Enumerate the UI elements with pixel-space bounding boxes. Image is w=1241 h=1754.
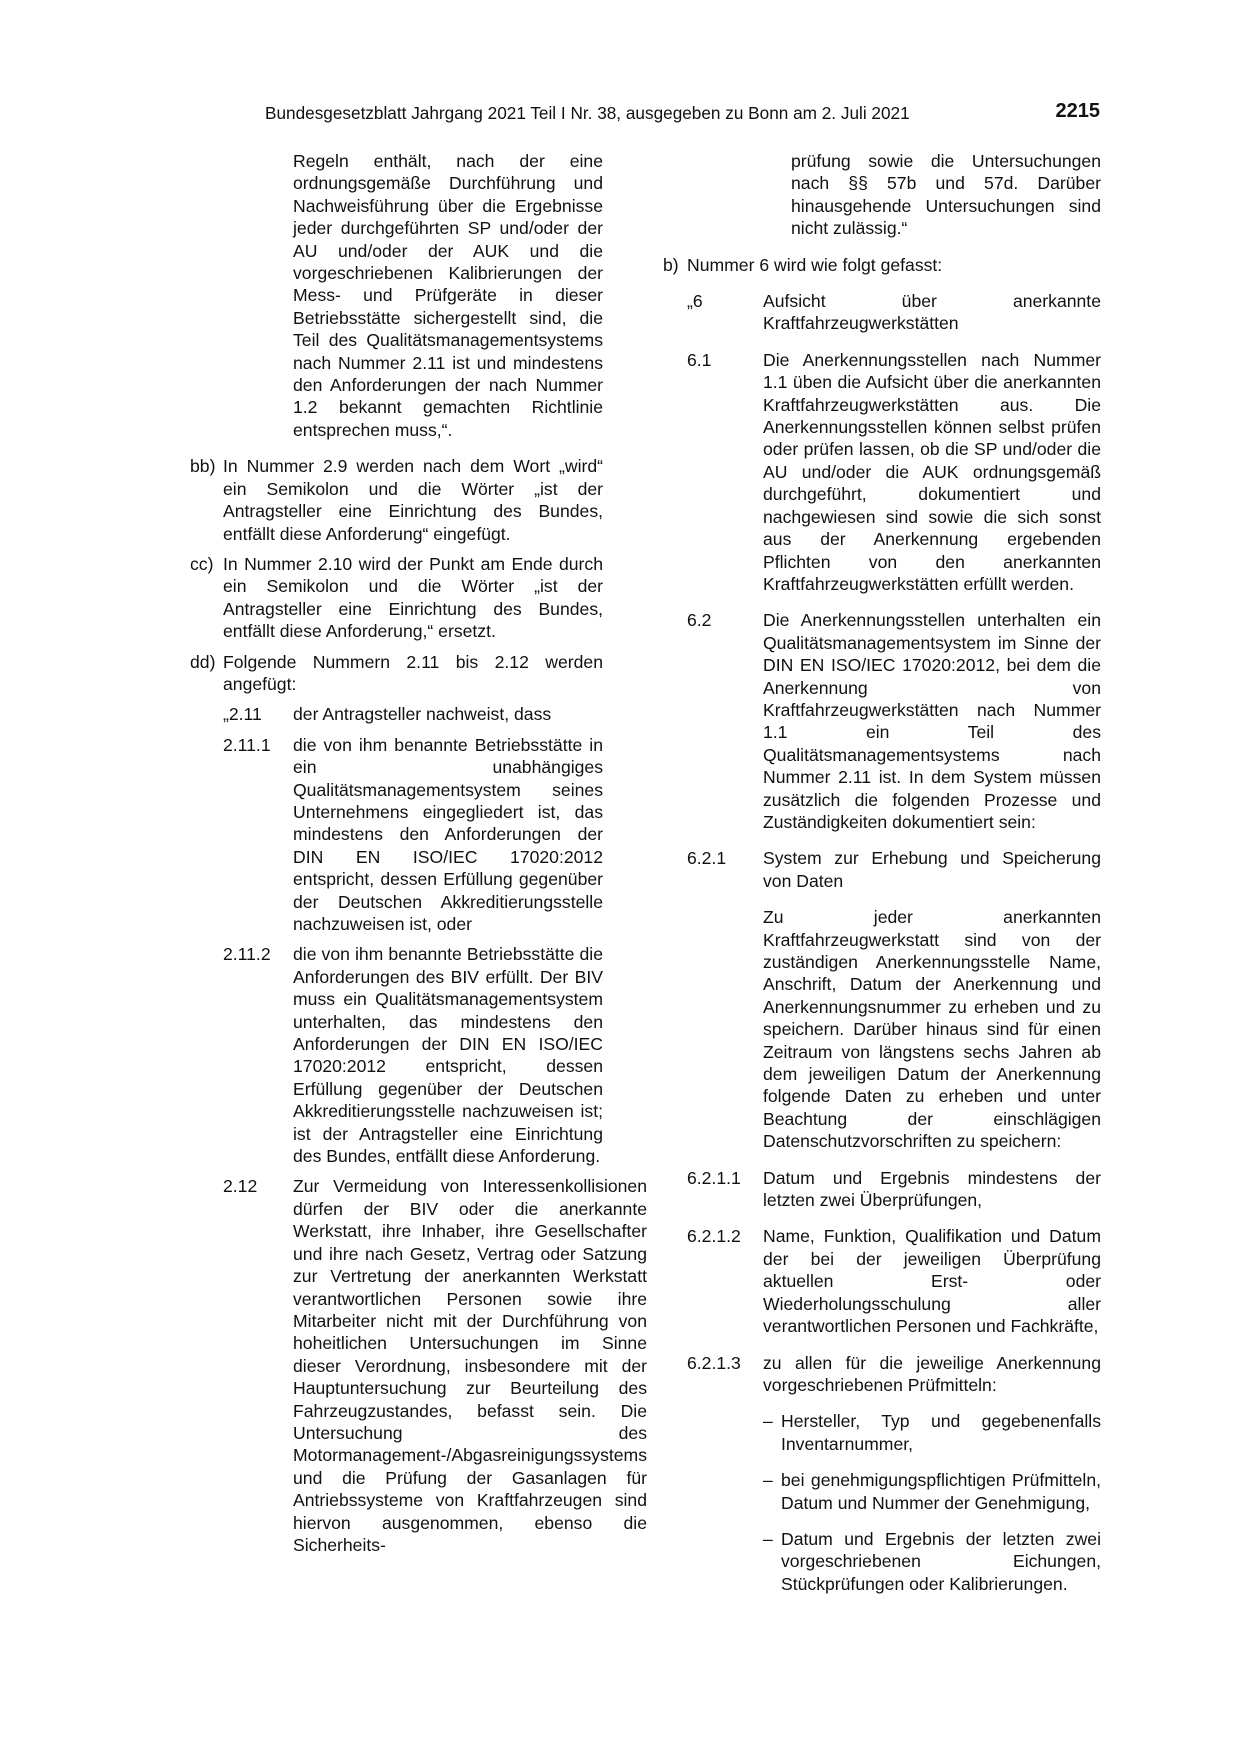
item-text: Folgende Nummern 2.11 bis 2.12 werden angefügt: — [223, 651, 603, 694]
number-label: 2.11.2 — [223, 944, 271, 965]
number-text: Zur Vermeidung von Interessenkollisionen dürfen der BIV oder die anerkannte Werkstatt, ihre Inhaber, ihre Gesellschafter und ihre nach Gesetz, Vertrag oder Satzung zur Vertretung der anerkannten Werkstatt verantwortlichen Personen sowie ihre Mitarbeiter nicht mit der Durchführung von hoheitlichen Untersuchungen im Sinne dieser Verordnung, insbesondere mit der Hauptuntersuchung zur Beurteilung des Fahrzeugzustandes, befasst sein. Die Untersuchung des Motormanagement-/Abgasreinigungssystems und die Prüfung der Gasanlagen für Antriebssysteme von Kraftfahrzeugen sind hiervon ausgenommen, ebenso die Sicherheits- — [293, 1176, 647, 1555]
page-header — [0, 100, 1241, 126]
number-label: 6.2.1.3 — [687, 1352, 741, 1373]
number-2-12 — [223, 1175, 647, 1556]
dash-item — [763, 1469, 1101, 1514]
number-label: 6.2 — [687, 610, 712, 631]
number-text: zu allen für die jeweilige Anerkennung vorgeschriebenen Prüfmitteln: — [763, 1352, 1101, 1395]
number-label: „6 — [687, 291, 703, 312]
dash-marker: – — [763, 1470, 773, 1491]
dash-marker: – — [763, 1411, 773, 1432]
item-dd — [190, 651, 603, 696]
number-text: Datum und Ergebnis mindestens der letzten zwei Überprüfungen, — [763, 1167, 1101, 1211]
number-6 — [687, 290, 1101, 335]
number-text: System zur Erhebung und Speicherung von Daten — [763, 848, 1101, 891]
item-label: dd) — [190, 651, 216, 672]
dash-text: bei genehmigungspflichtigen Prüfmitteln, Datum und Nummer der Genehmigung, — [781, 1470, 1101, 1513]
number-2-11-1 — [223, 734, 603, 936]
item-label: bb) — [190, 456, 216, 477]
number-6-2-1 — [687, 847, 1101, 892]
number-label: 6.2.1.1 — [687, 1167, 741, 1188]
item-label: cc) — [190, 553, 214, 574]
running-header: Bundesgesetzblatt Jahrgang 2021 Teil I Nr. 38, ausgegeben zu Bonn am 2. Juli 2021 — [265, 103, 910, 123]
number-text: Die Anerkennungsstellen unterhalten ein Qualitätsmanagementsystem im Sinne der DIN EN ISO/IEC 17020:2012, bei dem die Anerkennung von Kraftfahrzeugwerkstätten nach Nummer 1.1 ein Teil des Qualitätsmanagementsystems nach Nummer 2.11 ist. In dem System müssen zusätzlich die folgenden Prozesse und Zuständigkeiten dokumentiert sein: — [763, 610, 1101, 832]
number-6-2 — [687, 609, 1101, 833]
continued-paragraph: Regeln enthält, nach der eine ordnungsgemäße Durchführung und Nachweisführung über die Ergebnisse jeder durchgeführten SP und/oder der AU und/oder der AUK und die vorgeschriebenen Kalibrierungen der Mess- und Prüfgeräte in dieser Betriebsstätte sichergestellt sind, die Teil des Qualitätsmanagementsystems nach Nummer 2.11 ist und mindestens den Anforderungen der nach Nummer 1.2 bekannt gemachten Richtlinie entsprechen muss,“. — [293, 151, 603, 440]
number-text: Die Anerkennungsstellen nach Nummer 1.1 üben die Aufsicht über die anerkannten Kraftfahrzeugwerkstätten aus. Die Anerkennungsstellen können selbst prüfen oder prüfen lassen, ob die SP und/oder die AU und/oder die AUK ordnungsgemäß durchgeführt, dokumentiert und nachgewiesen sind sowie die sich sonst aus der Anerkennung ergebenden Pflichten von den anerkannten Kraftfahrzeugwerkstätten erfüllt werden. — [763, 349, 1101, 594]
item-text: Nummer 6 wird wie folgt gefasst: — [687, 254, 943, 275]
left-column — [190, 150, 647, 1564]
dash-item — [763, 1528, 1101, 1595]
number-label: „2.11 — [223, 704, 262, 725]
number-6-2-1-2 — [687, 1225, 1101, 1337]
number-2-11-2 — [223, 943, 603, 1167]
item-text: In Nummer 2.9 werden nach dem Wort „wird“ ein Semikolon und die Wörter „ist der Antragsteller eine Einrichtung des Bundes, entfällt diese Anforderung“ eingefügt. — [223, 456, 603, 544]
number-label: 2.12 — [223, 1176, 258, 1197]
number-6-1 — [687, 349, 1101, 595]
dash-text: Hersteller, Typ und gegebenenfalls Inventarnummer, — [781, 1411, 1101, 1454]
item-cc — [190, 553, 603, 643]
number-6-block — [687, 290, 1101, 1595]
item-text: In Nummer 2.10 wird der Punkt am Ende durch ein Semikolon und die Wörter „ist der Antragsteller eine Einrichtung des Bundes, entfällt diese Anforderung,“ ersetzt. — [223, 553, 603, 642]
item-bb — [190, 455, 603, 545]
page-number: 2215 — [1055, 100, 1100, 122]
number-text: die von ihm benannte Betriebsstätte in ein unabhängiges Qualitätsmanagementsystem seines Unternehmens eingegliedert ist, das mindestens den Anforderungen der DIN EN ISO/IEC 17020:2012 entspricht, dessen Erfüllung gegenüber der Deutschen Akkreditierungsstelle nachzuweisen ist, oder — [293, 734, 603, 934]
dash-item — [763, 1410, 1101, 1455]
number-label: 6.2.1.2 — [687, 1226, 741, 1247]
continued-paragraph: prüfung sowie die Untersuchungen nach §§ 57b und 57d. Darüber hinausgehende Untersuchungen sind nicht zulässig.“ — [791, 151, 1101, 239]
number-label: 6.2.1 — [687, 848, 727, 869]
right-column — [663, 150, 1101, 1609]
number-text: der Antragsteller nachweist, dass — [293, 704, 552, 725]
item-label: b) — [663, 254, 679, 275]
item-b — [663, 254, 1101, 276]
number-label: 6.1 — [687, 349, 712, 370]
number-text: Name, Funktion, Qualifikation und Datum der bei der jeweiligen Überprüfung aktuellen Erst- oder Wiederholungsschulung aller verantwortlichen Personen und Fachkräfte, — [763, 1226, 1101, 1337]
number-text: Aufsicht über anerkannte Kraftfahrzeugwerkstätten — [763, 291, 1101, 334]
number-6-2-1-1 — [687, 1167, 1101, 1212]
dash-marker: – — [763, 1528, 773, 1549]
number-6-2-1-paragraph: Zu jeder anerkannten Kraftfahrzeugwerkstatt sind von der zuständigen Anerkennungsstelle Name, Anschrift, Datum der Anerkennung und Anerkennungsnummer zu erheben und zu speichern. Darüber hinaus sind für einen Zeitraum von längstens sechs Jahren ab dem jeweiligen Datum der Anerkennung folgende Daten zu erheben und unter Beachtung der einschlägigen Datenschutzvorschriften zu speichern: — [763, 907, 1101, 1152]
dash-list — [763, 1410, 1101, 1595]
number-6-2-1-3 — [687, 1352, 1101, 1397]
dash-text: Datum und Ergebnis der letzten zwei vorgeschriebenen Eichungen, Stückprüfungen oder Kalibrierungen. — [781, 1528, 1101, 1594]
number-label: 2.11.1 — [223, 734, 271, 755]
number-text: die von ihm benannte Betriebsstätte die Anforderungen des BIV erfüllt. Der BIV muss ein Qualitätsmanagementsystem unterhalten, das mindestens den Anforderungen der DIN EN ISO/IEC 17020:2012 entspricht, dessen Erfüllung gegenüber der Deutschen Akkreditierungsstelle nachzuweisen ist; ist der Antragsteller eine Einrichtung des Bundes, entfällt diese Anforderung. — [293, 944, 603, 1167]
number-2-11 — [223, 703, 603, 725]
new-numbers-block — [223, 703, 647, 1556]
